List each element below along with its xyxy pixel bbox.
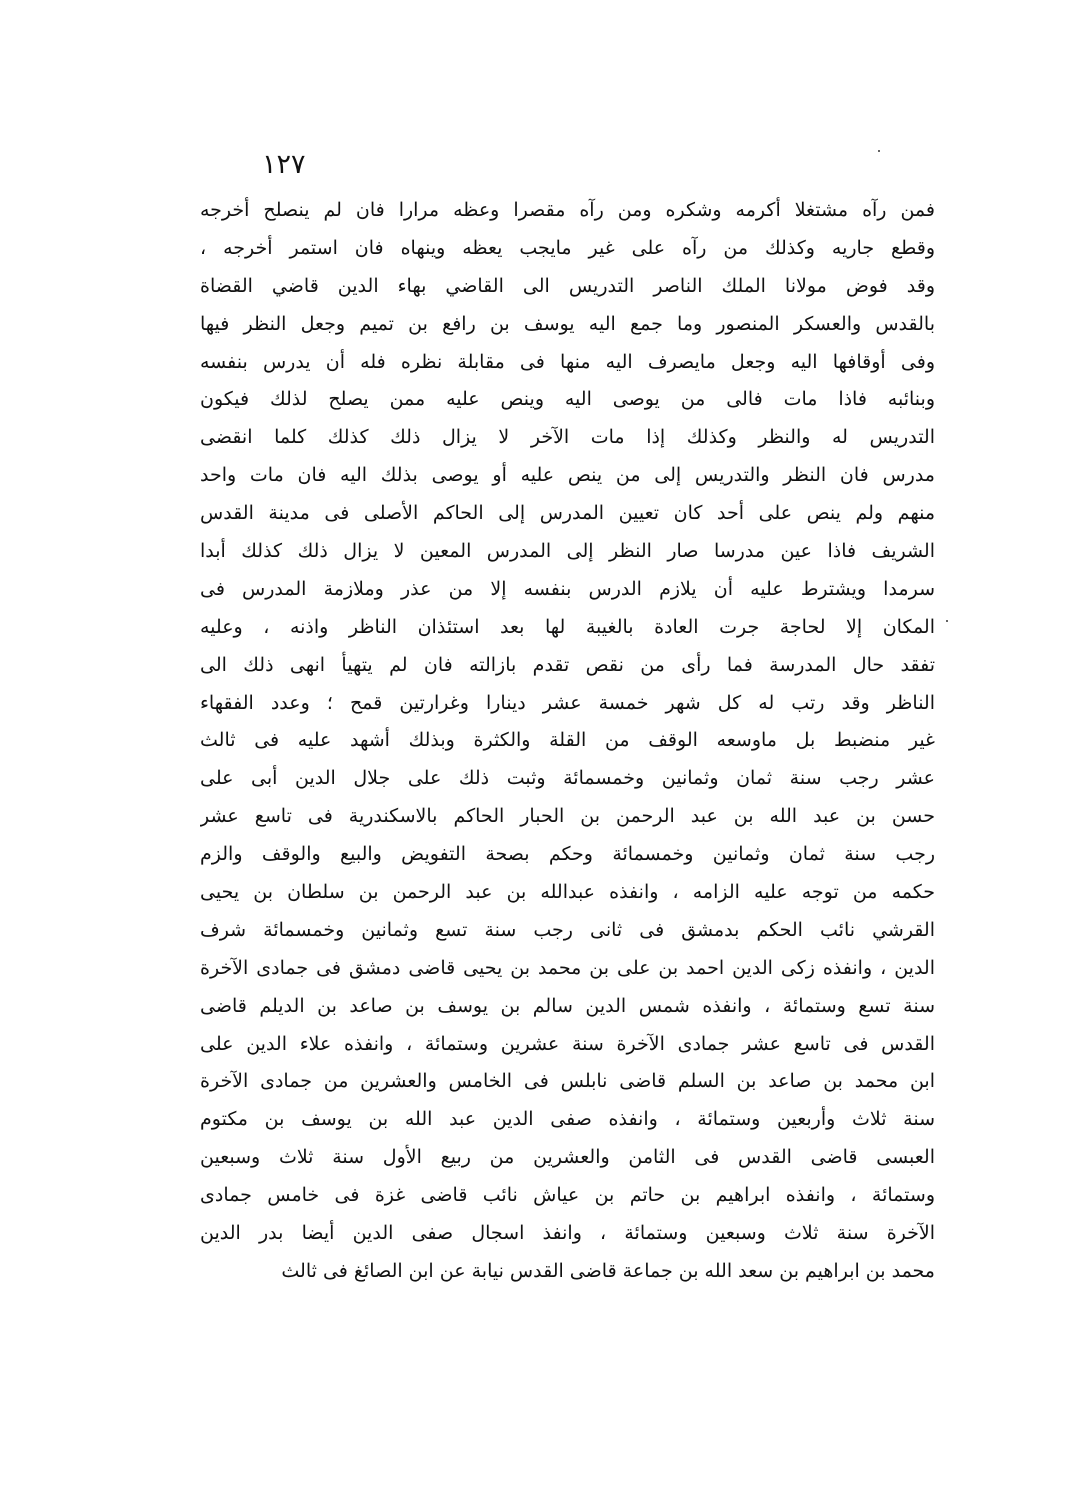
text-line: وقطع جاريه وكذلك من رآه على غير مايجب يعظه وينهاه فان استمر أخرجه ،: [200, 236, 935, 259]
body-text: [200, 192, 935, 1291]
text-line: وستمائة ، وانفذه ابراهيم بن حاتم بن عياش نائب قاضى غزة فى خامس جمادى: [200, 1184, 935, 1207]
text-line: غير منضبط بل ماوسعه الوقف من القلة والكثرة وبذلك أشهد عليه فى ثالث: [200, 729, 935, 752]
text-line: رجب سنة ثمان وثمانين وخمسمائة وحكم بصحة التفويض والبيع والوقف والزم: [200, 843, 935, 866]
text-line: منهم ولم ينص على أحد كان تعيين المدرس إلى الحاكم الأصلى فى مدينة القدس: [200, 502, 935, 525]
text-line: تفقد حال المدرسة فما رأى من نقص تقدم بازالته فان لم يتهيأ انهى ذلك الى: [200, 653, 935, 676]
scan-speck: [946, 620, 948, 622]
text-line: الشريف فاذا عين مدرسا صار النظر إلى المدرس المعين لا يزال ذلك كذلك أبدا: [200, 540, 935, 563]
text-line: بالقدس والعسكر المنصور وما جمع اليه يوسف بن رافع بن تميم وجعل النظر فيها: [200, 312, 935, 335]
text-line: سرمدا ويشترط عليه أن يلازم الدرس بنفسه إلا من عذر وملازمة المدرس فى: [200, 577, 935, 600]
text-line: الآخرة سنة ثلاث وسبعين وستمائة ، وانفذ اسجال صفى الدين أيضا بدر الدين: [200, 1222, 935, 1245]
text-line: سنة ثلاث وأربعين وستمائة ، وانفذه صفى الدين عبد الله بن يوسف بن مكتوم: [200, 1108, 935, 1131]
text-line: وفى أوقافها اليه وجعل مايصرف اليه منها فى مقابلة نظره فله أن يدرس بنفسه: [200, 350, 935, 373]
text-line: عشر رجب سنة ثمان وثمانين وخمسمائة وثبت ذلك على جلال الدين أبى على: [200, 767, 935, 790]
text-line: حسن بن عبد الله بن عبد الرحمن بن الحبار الحاكم بالاسكندرية فى تاسع عشر: [200, 805, 935, 828]
text-line: فمن رآه مشتغلا أكرمه وشكره ومن رآه مقصرا وعظه مرارا فان لم ينصلح أخرجه: [200, 199, 935, 221]
text-line: العبسى قاضى القدس فى الثامن والعشرين من ربيع الأول سنة ثلاث وسبعين: [200, 1146, 935, 1169]
text-line: الناظر وقد رتب له كل شهر خمسة عشر دينارا وغرارتين قمح ؛ وعدد الفقهاء: [200, 691, 935, 714]
text-line: التدريس له والنظر وكذلك إذا مات الآخر لا يزال ذلك كذلك كلما انقضى: [200, 426, 935, 449]
text-line: ابن محمد بن صاعد بن السلم قاضى نابلس فى الخامس والعشرين من جمادى الآخرة: [200, 1070, 935, 1093]
text-line: وبنائبه فاذا مات فالى من يوصى اليه وينص عليه ممن يصلح لذلك فيكون: [200, 388, 935, 411]
text-line: المكان إلا لحاجة جرت العادة بالغيبة لها بعد استئذان الناظر واذنه ، وعليه: [200, 615, 935, 638]
text-line: الدين ، وانفذه زكى الدين احمد بن على بن محمد بن يحيى قاضى دمشق فى جمادى الآخرة: [200, 956, 935, 979]
text-line: سنة تسع وستمائة ، وانفذه شمس الدين سالم بن يوسف بن صاعد بن الديلم قاضى: [200, 994, 935, 1017]
page-number: ١٢٧: [262, 149, 306, 180]
text-line: حكمه من توجه عليه الزامه ، وانفذه عبدالله بن عبد الرحمن بن سلطان بن يحيى: [200, 881, 935, 904]
text-line: محمد بن ابراهيم بن سعد الله بن جماعة قاضى القدس نيابة عن ابن الصائغ فى ثالث: [281, 1259, 935, 1282]
text-line: مدرس فان النظر والتدريس إلى من ينص عليه أو يوصى بذلك اليه فان مات واحد: [200, 464, 935, 487]
text-line: القرشي نائب الحكم بدمشق فى ثانى رجب سنة تسع وثمانين وخمسمائة شرف: [200, 918, 935, 941]
text-line: القدس فى تاسع عشر جمادى الآخرة سنة عشرين وستمائة ، وانفذه علاء الدين على: [200, 1032, 935, 1055]
text-line: وقد فوض مولانا الملك الناصر التدريس الى القاضي بهاء الدين قاضي القضاة: [200, 274, 935, 297]
scan-speck: [878, 150, 880, 152]
